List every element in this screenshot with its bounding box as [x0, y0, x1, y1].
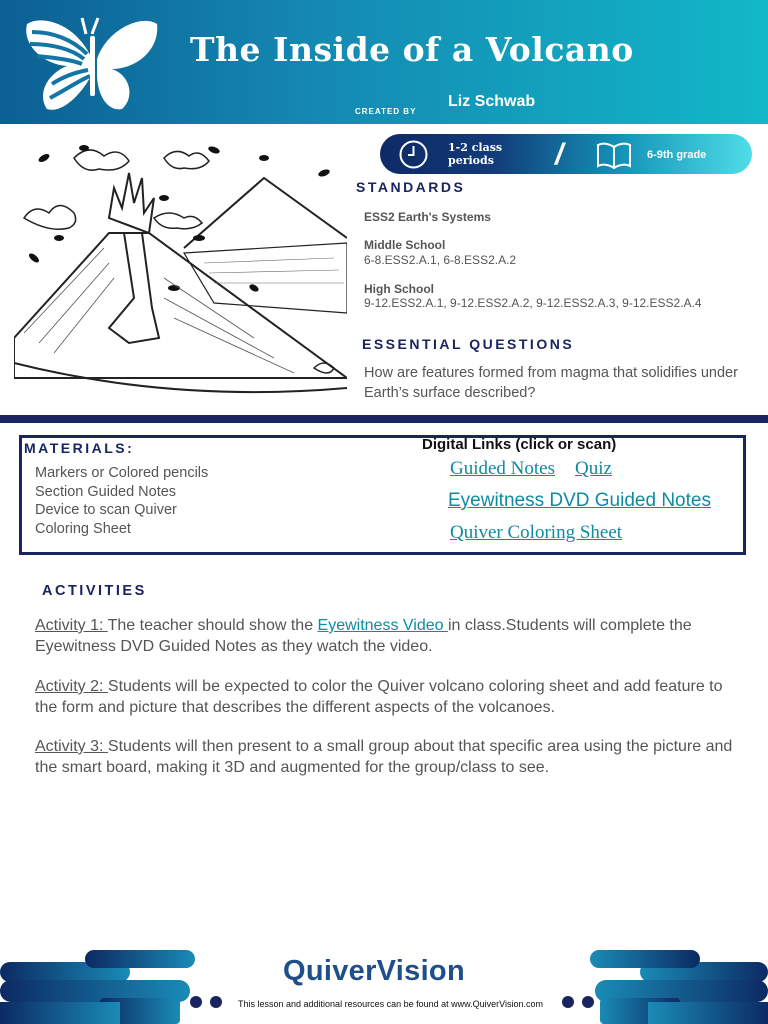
activity-1	[35, 616, 735, 657]
standard-level-title: Middle School	[364, 238, 446, 252]
guided-notes-link[interactable]: Guided Notes	[450, 458, 556, 479]
activity-text: Students will be expected to color the Quiver volcano coloring sheet and add feature to the form and picture that describes the different aspects of the volcanoes.	[35, 678, 723, 716]
essential-question-text: How are features formed from magma that solidifies under Earth’s surface described?	[364, 365, 738, 401]
list-item: Markers or Colored pencils	[35, 465, 209, 481]
info-separator: /	[555, 138, 564, 171]
clock-icon	[398, 139, 429, 170]
lesson-title: The Inside of a Volcano	[190, 30, 634, 69]
activity-text: The teacher should show the	[107, 617, 318, 634]
activity-text: Students will then present to a small group about that specific area using the picture and the smart board, making it 3D and augmented for the group/class to see.	[35, 738, 733, 776]
standard-level-title: High School	[364, 282, 434, 296]
volcano-coloring-illustration	[14, 138, 347, 398]
book-icon	[596, 142, 632, 169]
activity-label: Activity 1:	[35, 617, 108, 634]
eyewitness-video-link[interactable]: Eyewitness Video	[317, 617, 448, 634]
standards-heading: STANDARDS	[356, 179, 466, 195]
created-by-label: CREATED BY	[355, 107, 417, 116]
list-item: Section Guided Notes	[35, 483, 177, 500]
grade-label: 6-9th grade	[647, 149, 707, 161]
activity-3	[35, 737, 735, 778]
digital-links-heading: Digital Links (click or scan)	[422, 436, 617, 453]
quiz-link[interactable]: Quiz	[575, 458, 612, 479]
activity-text: in class.Students will complete the Eyewitness DVD Guided Notes as they watch the video.	[35, 617, 692, 655]
list-item: Device to scan Quiver	[35, 502, 177, 518]
standard-name: ESS2 Earth's Systems	[364, 210, 491, 224]
author-name: Liz Schwab	[448, 93, 536, 110]
activity-label: Activity 3:	[35, 738, 108, 755]
materials-list	[35, 464, 208, 538]
standard-codes: 9-12.ESS2.A.1, 9-12.ESS2.A.2, 9-12.ESS2.A.3, 9-12.ESS2.A.4	[364, 296, 702, 310]
coloring-sheet-link[interactable]: Quiver Coloring Sheet	[450, 522, 623, 543]
quivervision-brand: QuiverVision	[283, 955, 465, 987]
standard-codes: 6-8.ESS2.A.1, 6-8.ESS2.A.2	[364, 253, 517, 267]
list-item: Coloring Sheet	[35, 520, 131, 537]
footer-note: This lesson and additional resources can be found at www.QuiverVision.com	[238, 999, 543, 1009]
butterfly-logo-icon	[22, 14, 162, 114]
essential-questions-heading: ESSENTIAL QUESTIONS	[362, 336, 575, 352]
eyewitness-notes-link[interactable]: Eyewitness DVD Guided Notes	[448, 490, 711, 511]
activity-label: Activity 2:	[35, 678, 108, 695]
duration-label: 1-2 class periods	[448, 141, 503, 167]
activities-heading: ACTIVITIES	[42, 583, 147, 599]
activity-2	[35, 677, 735, 718]
section-divider	[0, 415, 768, 423]
materials-heading: MATERIALS:	[24, 440, 135, 456]
